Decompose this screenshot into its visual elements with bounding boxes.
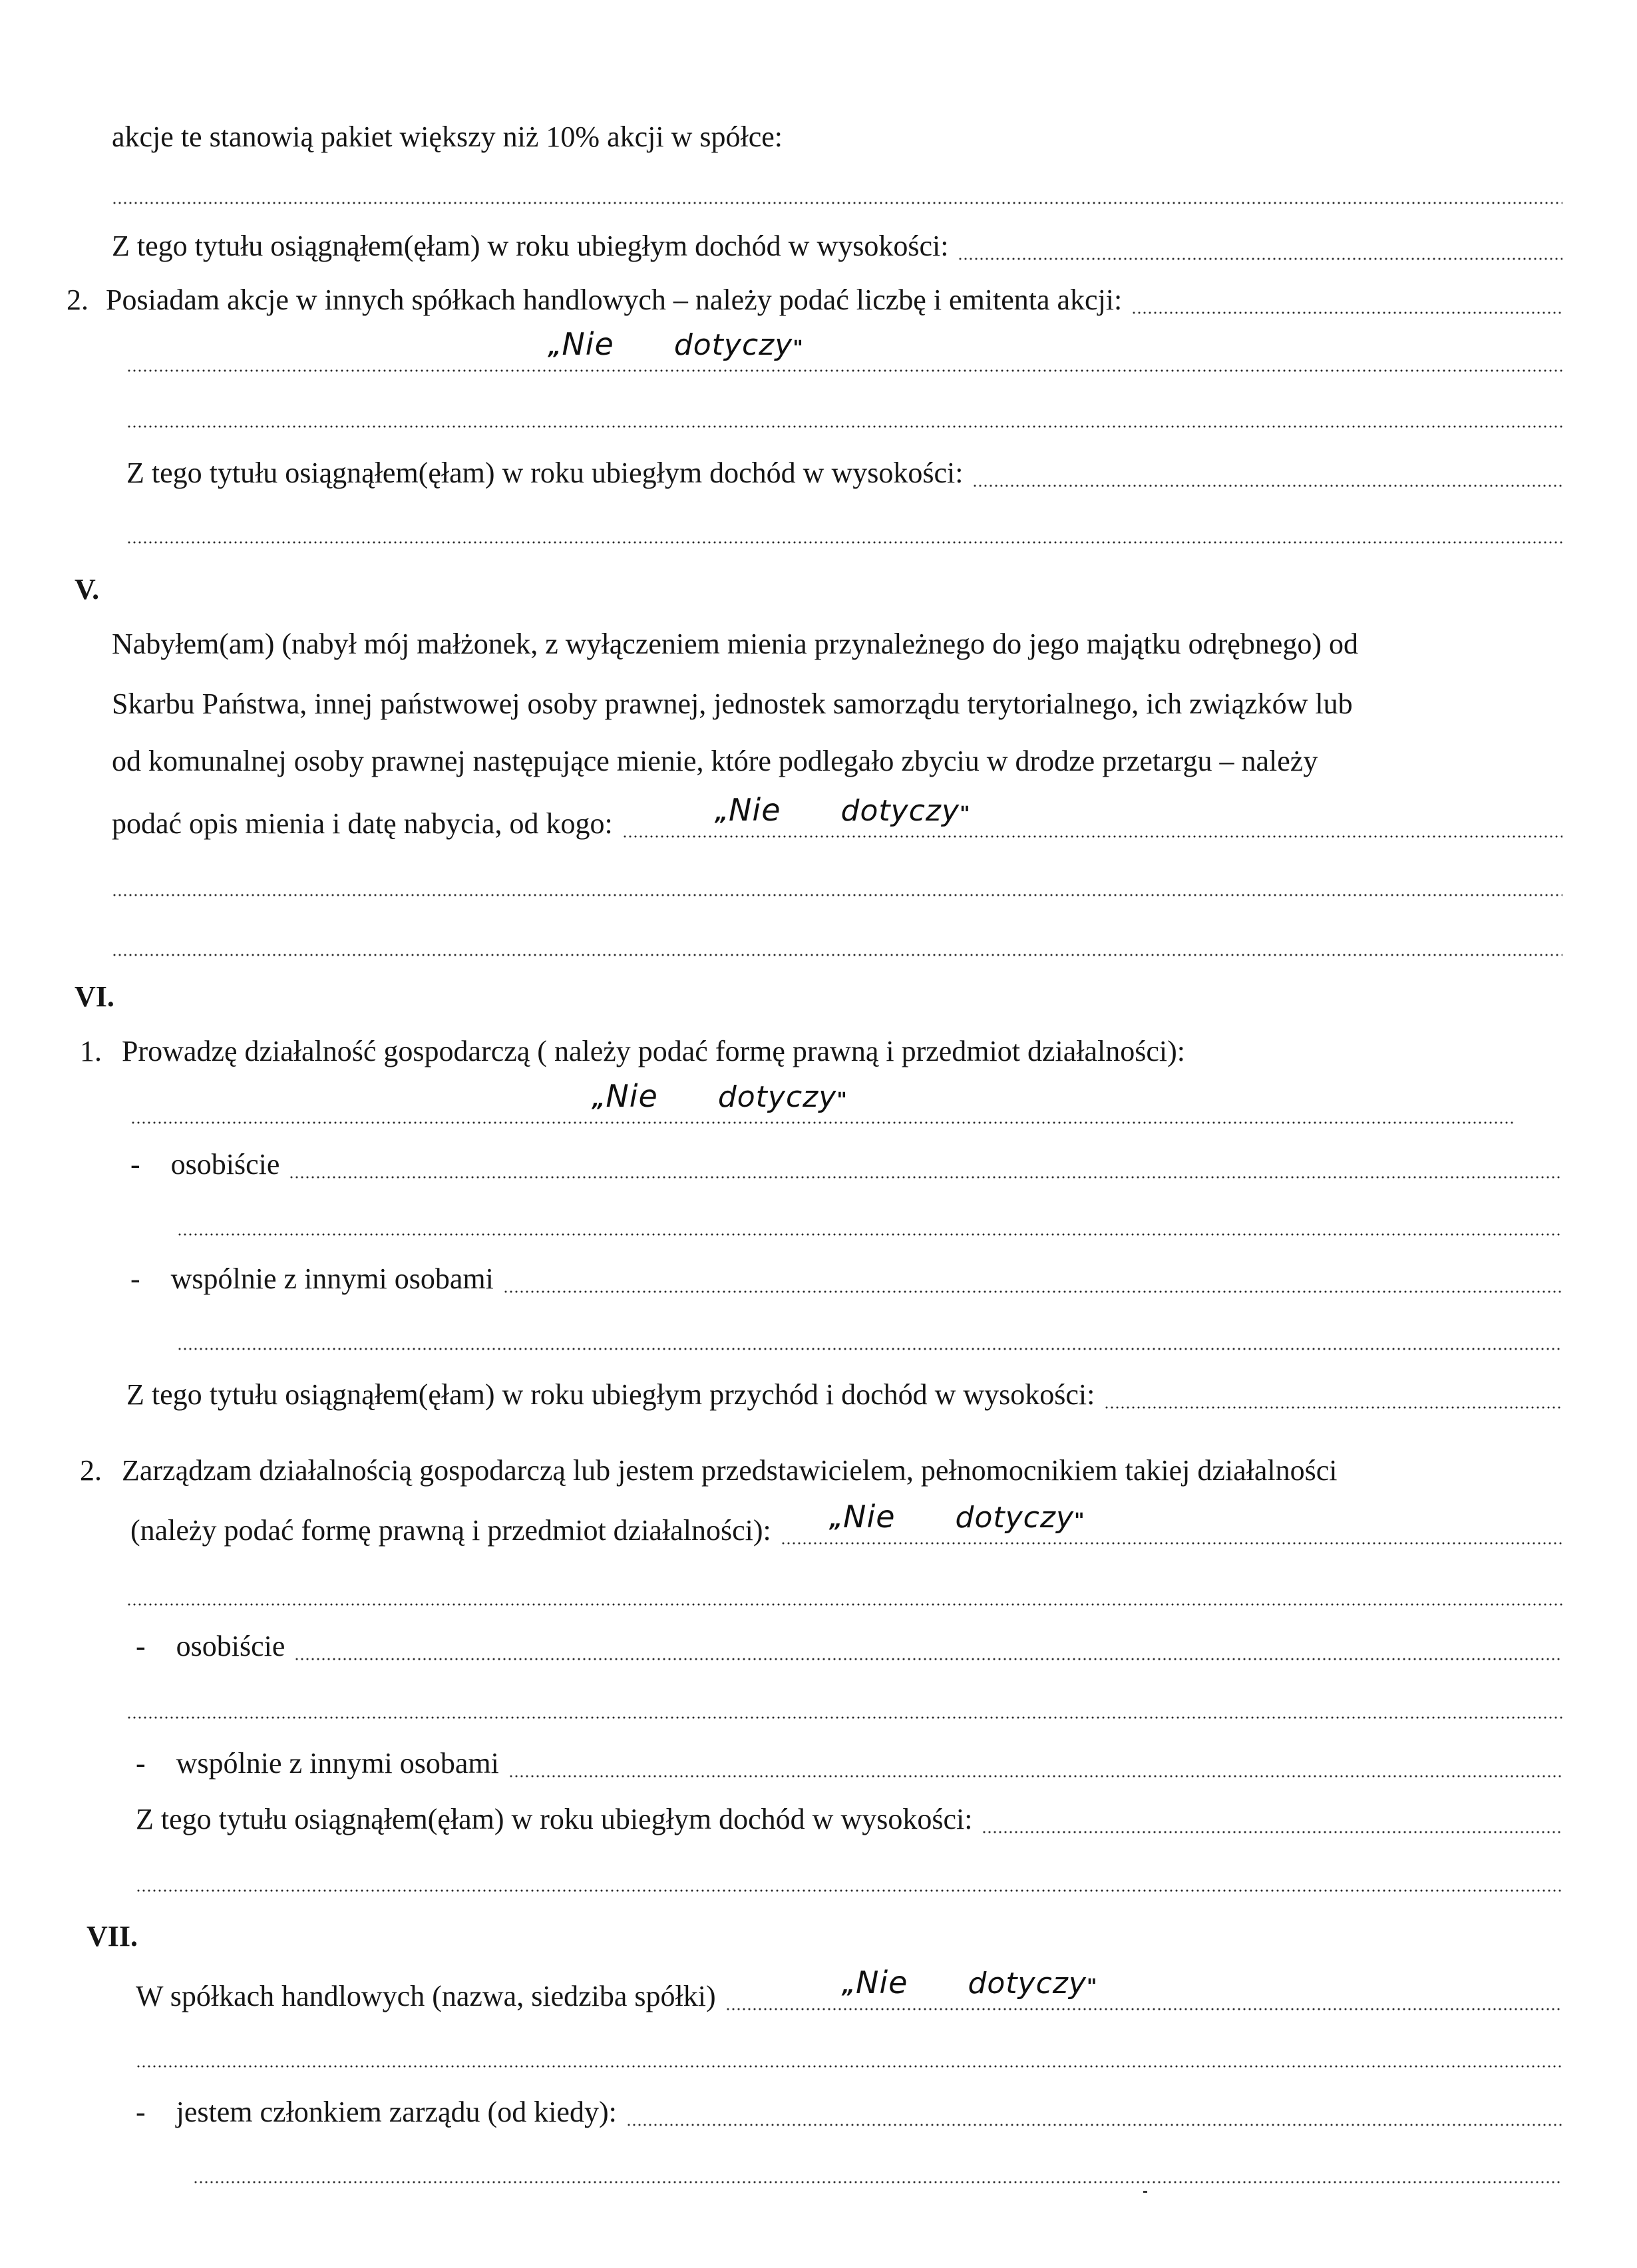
p2-number: 2. — [67, 284, 89, 316]
income-line-sec6-1 — [126, 1376, 1562, 1414]
dotted-fill — [112, 172, 1562, 209]
dotted-fill[interactable] — [289, 1146, 1562, 1183]
sec6-p2-line2: (należy podać formę prawną i przedmiot działalności): „Nie dotyczy" — [130, 1512, 1562, 1549]
wspolnie-label: wspólnie z innymi osobami — [170, 1262, 494, 1295]
income-label: Z tego tytułu osiągnąłem(ęłam) w roku ubiegłym dochód w wysokości: — [112, 230, 949, 262]
fill-line-sec5-a[interactable] — [112, 864, 1562, 901]
dotted-fill[interactable] — [725, 1965, 1562, 2015]
income-line-carry — [112, 228, 1562, 265]
dotted-fill — [177, 1318, 1562, 1355]
dotted-fill[interactable] — [622, 792, 1562, 843]
sec6-p1-number: 1. — [80, 1035, 102, 1067]
dotted-fill[interactable] — [781, 1499, 1562, 1549]
fill-line-sec5-b[interactable] — [112, 924, 1562, 961]
fill-line-p2-c[interactable] — [126, 511, 1562, 548]
section-vii-heading: VII. — [87, 1920, 138, 1953]
handwritten-note: „Nie dotyczy" — [829, 1499, 1085, 1535]
fill-line-carry[interactable] — [112, 172, 1562, 209]
sec5-line-2: Skarbu Państwa, innej państwowej osoby prawnej, jednostek samorządu terytorialnego, ich związków lub — [112, 687, 1353, 720]
dotted-fill — [130, 1078, 1513, 1129]
handwritten-note: „Nie dotyczy" — [715, 792, 971, 828]
zarzad-label: jestem członkiem zarządu (od kiedy): — [176, 2096, 617, 2128]
income-label: Z tego tytułu osiągnąłem(ęłam) w roku ubiegłym dochód w wysokości: — [126, 457, 964, 489]
fill-line-sec6-end[interactable] — [136, 1859, 1562, 1897]
handwritten-note: „Nie dotyczy" — [842, 1965, 1098, 2000]
p2-text: Posiadam akcje w innych spółkach handlowych – należy podać liczbę i emitenta akcji: — [106, 284, 1123, 316]
section-v-heading: V. — [75, 573, 100, 606]
dotted-fill[interactable] — [972, 455, 1562, 492]
section-vi-heading: VI. — [75, 980, 114, 1013]
dotted-fill[interactable] — [626, 2094, 1562, 2131]
dotted-fill — [126, 511, 1562, 548]
income-label: Z tego tytułu osiągnąłem(ęłam) w roku ubiegłym przychód i dochód w wysokości: — [126, 1378, 1095, 1411]
dotted-fill — [126, 1573, 1562, 1610]
fill-line-osobiscie-1[interactable] — [177, 1203, 1562, 1240]
sec5-line-3: od komunalnej osoby prawnej następujące mienie, które podlegało zbyciu w drodze przetargu – należy — [112, 745, 1318, 777]
income-line-sec6-2 — [136, 1801, 1562, 1838]
income-line-p2 — [126, 455, 1562, 492]
sec6-p1-line — [80, 1033, 1185, 1070]
dotted-fill[interactable] — [294, 1628, 1562, 1665]
stray-mark — [1143, 2191, 1147, 2193]
wspolnie-line-1: - wspólnie z innymi osobami — [130, 1260, 1562, 1298]
dotted-fill — [126, 326, 1562, 377]
osobiscie-label: osobiście — [170, 1148, 280, 1181]
dotted-fill — [112, 864, 1562, 901]
fill-line-sec6-p1[interactable] — [130, 1078, 1513, 1129]
handwritten-note: „Nie dotyczy" — [592, 1078, 848, 1114]
sec6-p2-number: 2. — [80, 1454, 102, 1487]
sec6-p2-line1: 2. Zarządzam działalnością gospodarczą lub jestem przedstawicielem, pełnomocnikiem takiej działalności — [80, 1452, 1337, 1489]
p2-line — [67, 282, 1562, 319]
osobiscie-label: osobiście — [176, 1630, 285, 1662]
fill-line-p2-b[interactable] — [126, 395, 1562, 433]
zarzad-line: - jestem członkiem zarządu (od kiedy): — [136, 2094, 1562, 2131]
spolki-label: W spółkach handlowych (nazwa, siedziba spółki) — [136, 1980, 716, 2012]
osobiscie-line-2: - osobiście — [136, 1628, 1562, 1665]
fill-line-wspolnie-1[interactable] — [177, 1318, 1562, 1355]
sec5-line-4: podać opis mienia i datę nabycia, od kogo: „Nie dotyczy" — [112, 805, 1562, 843]
dotted-fill[interactable] — [508, 1745, 1562, 1782]
carry-text: akcje te stanowią pakiet większy niż 10% akcji w spółce: — [112, 120, 783, 153]
dotted-fill — [136, 1859, 1562, 1897]
dotted-fill — [126, 1686, 1562, 1724]
fill-line-p2-a[interactable] — [126, 326, 1562, 377]
spolki-line — [136, 1965, 1562, 2015]
wspolnie-label: wspólnie z innymi osobami — [176, 1747, 499, 1780]
fill-line-osobiscie-2[interactable] — [126, 1686, 1562, 1724]
wspolnie-line-2: - wspólnie z innymi osobami — [136, 1745, 1562, 1782]
dotted-fill[interactable] — [958, 228, 1562, 265]
dotted-fill — [136, 2035, 1562, 2072]
dotted-fill[interactable] — [1131, 282, 1562, 319]
income-label: Z tego tytułu osiągnąłem(ęłam) w roku ubiegłym dochód w wysokości: — [136, 1803, 973, 1835]
sec5-line-1: Nabyłem(am) (nabył mój małżonek, z wyłączeniem mienia przynależnego do jego majątku odrębnego) od — [112, 628, 1358, 660]
dotted-fill[interactable] — [982, 1801, 1562, 1838]
fill-line-sec7-a[interactable] — [136, 2035, 1562, 2072]
handwritten-note: „Nie dotyczy" — [548, 326, 804, 362]
dotted-fill — [193, 2151, 1562, 2188]
fill-line-sec7-b[interactable] — [193, 2151, 1562, 2188]
carry-line — [112, 118, 783, 156]
fill-line-sec6-p2[interactable] — [126, 1573, 1562, 1610]
dotted-fill — [112, 924, 1562, 961]
dotted-fill — [177, 1203, 1562, 1240]
dotted-fill — [126, 395, 1562, 433]
dotted-fill[interactable] — [503, 1260, 1562, 1298]
osobiscie-line-1: - osobiście — [130, 1146, 1562, 1183]
sec6-p1-text: Prowadzę działalność gospodarczą ( należy podać formę prawną i przedmiot działalności): — [122, 1035, 1185, 1067]
dotted-fill[interactable] — [1104, 1376, 1562, 1414]
